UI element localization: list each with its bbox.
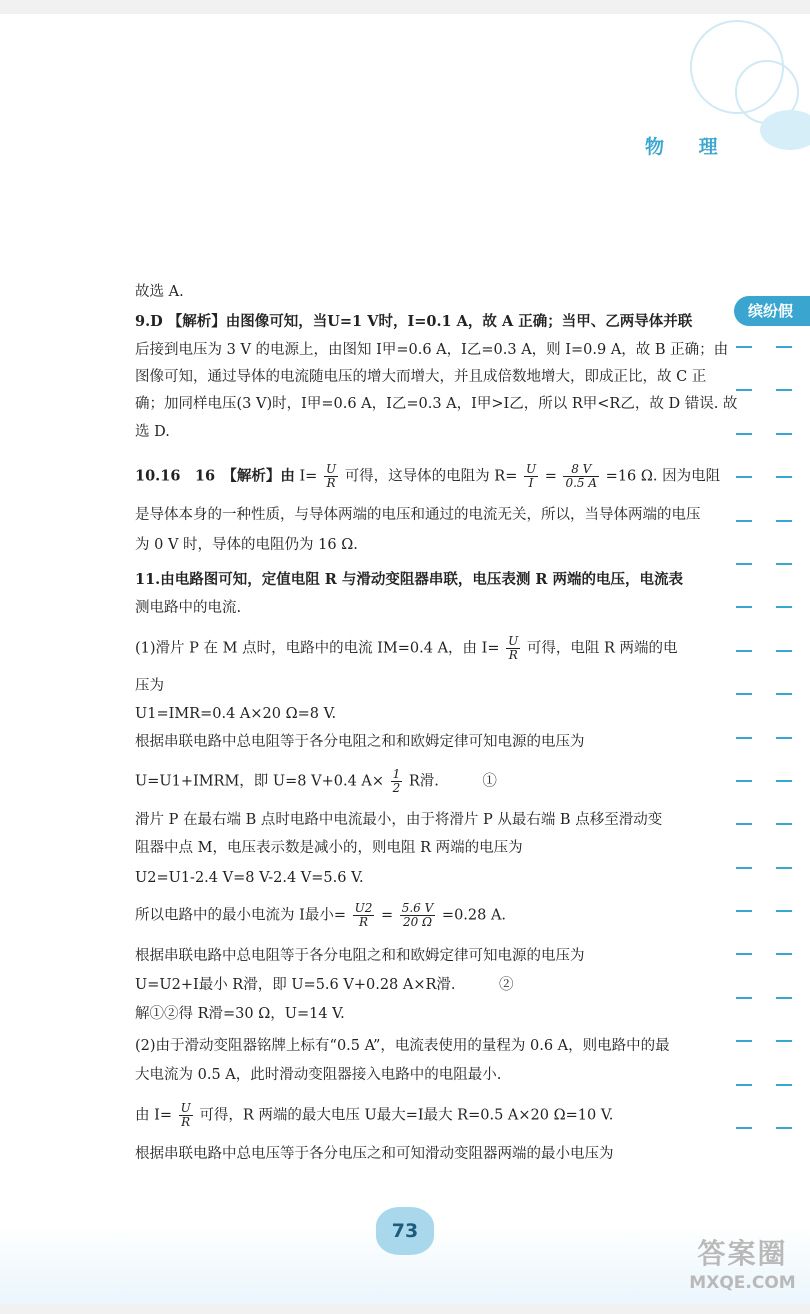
solution-line: 解①②得 R滑=30 Ω，U=14 V. [135,1006,345,1022]
dash-row [736,823,800,866]
text-line: 根据串联电路中总电阻等于各分电阻之和和欧姆定律可知电源的电压为 [135,734,585,750]
dash-row [736,693,800,736]
dash-row [736,346,800,389]
dash-row [736,867,800,910]
dash-row [736,563,800,606]
dash-row [736,433,800,476]
bottom-strip [0,1304,810,1314]
watermark-top: 答案圈 [697,1237,788,1270]
dash-row [736,389,800,432]
dash-row [736,650,800,693]
subject-title: 物 理 [645,136,732,158]
side-tab: 缤纷假 [734,296,810,326]
text-line: 阻器中点 M，电压表示数是减小的，则电阻 R 两端的电压为 [135,840,523,856]
q11-line: 11.由电路图可知，定值电阻 R 与滑动变阻器串联，电压表测 R 两端的电压，电流表 [135,571,684,588]
fraction-8v-over-05a: $\frac{8 V}{0.5 A}$ [565,462,598,490]
text-line: 图像可知，通过导体的电流随电压的增大而增大，并且成倍数地增大，即成正比，故 C 正 [135,369,707,385]
dash-row [736,1084,800,1127]
equation-line: U1=IMR=0.4 A×20 Ω=8 V. [135,706,337,722]
max-voltage-line: 由 I= $\frac{U}{R}$ 可得，R 两端的最大电压 U最大=I最大 R=0.5 A×20 Ω=10 V. [135,1101,614,1129]
text-line: 选 D. [135,424,170,440]
text-line: 根据串联电路中总电压等于各分电压之和可知滑动变阻器两端的最小电压为 [135,1146,614,1162]
dash-row [736,476,800,519]
text-line: 大电流为 0.5 A，此时滑动变阻器接入电路中的电阻最小. [135,1067,502,1083]
q10-tail: =16 Ω. 因为电阻 [605,468,721,485]
decoration-blob [760,110,810,150]
q10-formula-line: 10.16 16 【解析】由 I= $\frac{U}{R}$ 可得，这导体的电阻为 R= $\frac{U}{I}$ = $\frac{8 V}{0.5 A}$ =16 Ω. 因为电阻 [135,462,721,490]
text-line: 后接到电压为 3 V 的电源上，由图知 I甲=0.6 A，I乙=0.3 A，则 I=0.9 A，故 B 正确；由 [135,342,729,358]
fraction-56v-over-20ohm: $\frac{5.6 V}{20 \Omega}$ [401,901,434,929]
equation-line: U2=U1-2.4 V=8 V-2.4 V=5.6 V. [135,870,364,886]
text-line: 压为 [135,678,164,694]
text-line: (2)由于滑动变阻器铭牌上标有“0.5 A”，电流表使用的量程为 0.6 A，则电路中的最 [135,1038,670,1054]
dash-row [736,780,800,823]
text-line: 为 0 V 时，导体的电阻仍为 16 Ω. [135,537,358,553]
text-line: 测电路中的电流. [135,600,242,616]
dash-row [736,520,800,563]
text-line: 滑片 P 在最右端 B 点时电路中电流最小，由于将滑片 P 从最右端 B 点移至滑动变 [135,812,663,828]
dash-row [736,997,800,1040]
watermark-bottom: MXQE.COM [689,1273,796,1293]
q9-line: 9.D 【解析】由图像可知，当U=1 V时，I=0.1 A，故 A 正确；当甲、乙两导体并联 [135,313,693,330]
side-dashes [736,346,800,1170]
dash-row [736,953,800,996]
q11-part1-line: (1)滑片 P 在 M 点时，电路中的电流 IM=0.4 A，由 I= $\frac{U}{R}$ 可得，电阻 R 两端的电 [135,634,678,662]
fraction-u-over-r: $\frac{U}{R}$ [325,462,337,490]
q10-head: 10.16 16 【解析】由 [135,467,295,485]
text-line: 是导体本身的一种性质，与导体两端的电压和通过的电流无关，所以，当导体两端的电压 [135,507,701,523]
dash-row [736,737,800,780]
text-line: 根据串联电路中总电阻等于各分电阻之和和欧姆定律可知电源的电压为 [135,948,585,964]
q10-formula-a: I= [299,468,318,485]
dash-row [736,1127,800,1170]
dash-row [736,910,800,953]
watermark [680,1236,805,1308]
q10-r-eq: R [494,468,506,485]
dash-row [736,1040,800,1083]
equation-2-line: U=U2+I最小 R滑，即 U=5.6 V+0.28 A×R滑. ② [135,977,514,993]
top-band [0,0,810,14]
fraction-u-over-r: $\frac{U}{R}$ [508,634,519,662]
page-number: 73 [376,1207,434,1255]
fraction-one-half: $\frac{1}{2}$ [392,767,401,795]
q10-mid: 可得，这导体的电阻为 [344,468,490,485]
dash-row [736,606,800,649]
text-line: 故选 A. [135,284,184,300]
fraction-u-over-i: $\frac{U}{I}$ [525,462,537,490]
min-current-line: 所以电路中的最小电流为 I最小= $\frac{U2}{R}$ = $\frac{5.6 V}{20 \Omega}$ =0.28 A. [135,901,507,929]
fraction-u2-over-r: $\frac{U2}{R}$ [354,901,373,929]
fraction-u-over-r: $\frac{U}{R}$ [180,1101,191,1129]
equation-1-line: U=U1+IMRM，即 U=8 V+0.4 A× $\frac{1}{2}$ R滑. ① [135,767,497,795]
text-line: 确；加同样电压(3 V)时，I甲=0.6 A，I乙=0.3 A，I甲>I乙，所以 R甲<R乙，故 D 错误. 故 [135,396,738,412]
